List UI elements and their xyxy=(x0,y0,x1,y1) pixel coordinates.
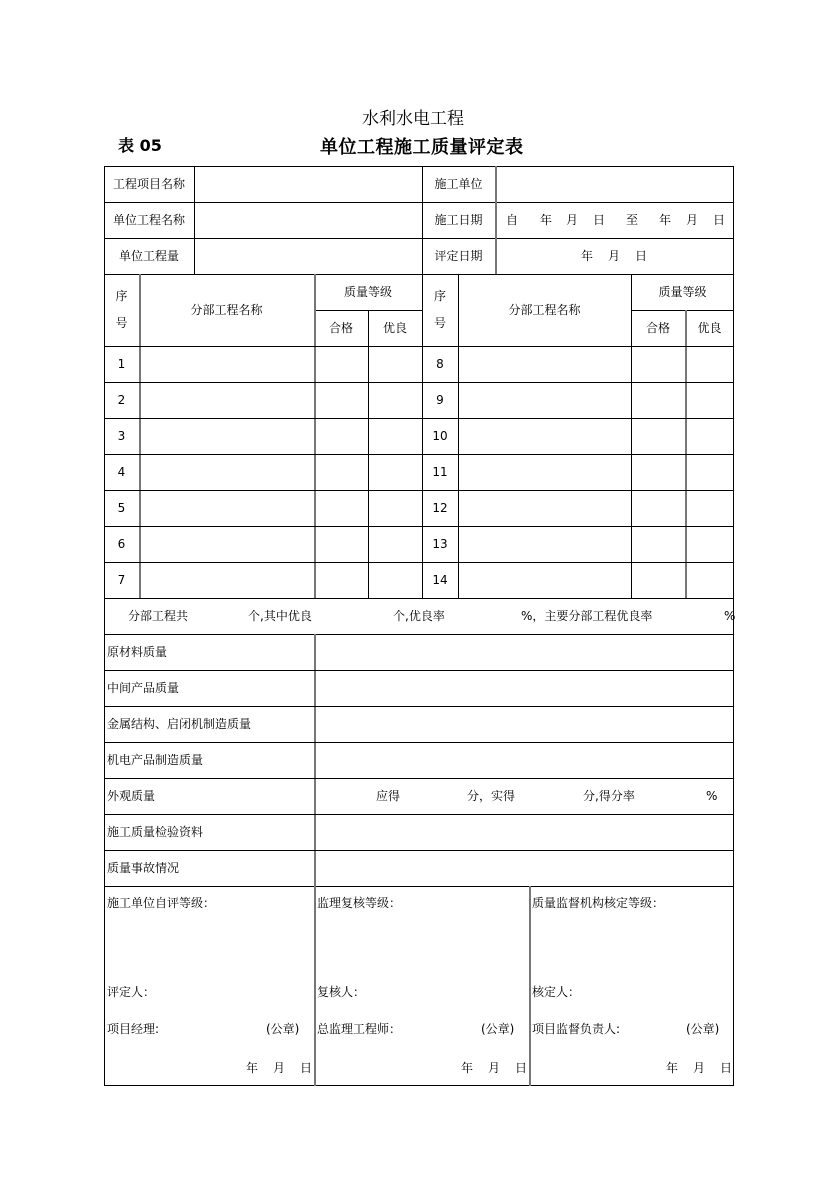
construction-date-part: 月 xyxy=(566,213,579,227)
signoff-person-label: 评定人： xyxy=(107,985,156,999)
construction-date-part: 日 xyxy=(593,213,606,227)
good-cell[interactable] xyxy=(686,419,733,454)
quality-row-value[interactable] xyxy=(316,635,733,670)
pass-header: 合格 xyxy=(328,321,353,335)
quality-grade-header: 质量等级 xyxy=(658,285,707,299)
project-name-field[interactable] xyxy=(195,167,421,202)
seq-header: 号 xyxy=(115,316,128,330)
quality-row-label: 机电产品制造质量 xyxy=(107,753,204,767)
signoff-date-part: 月 xyxy=(488,1061,501,1075)
signoff-date-part: 日 xyxy=(720,1061,733,1075)
col-divider xyxy=(529,886,531,1086)
page-title: 单位工程施工质量评定表 xyxy=(320,137,524,158)
good-cell[interactable] xyxy=(369,527,421,562)
quality-row-value[interactable] xyxy=(316,671,733,706)
row-number: 7 xyxy=(117,573,126,587)
good-cell[interactable] xyxy=(686,455,733,490)
eval-date-part: 日 xyxy=(635,249,648,263)
subproject-name-header: 分部工程名称 xyxy=(508,303,581,317)
subproject-name-cell[interactable] xyxy=(459,563,630,598)
subproject-name-cell[interactable] xyxy=(459,491,630,526)
appearance-text: 分,得分率 xyxy=(583,789,635,803)
summary-text: % xyxy=(724,609,736,623)
signoff-date-part: 月 xyxy=(273,1061,286,1075)
seal-label: (公章) xyxy=(266,1022,300,1036)
pass-cell[interactable] xyxy=(315,563,367,598)
subproject-name-cell[interactable] xyxy=(459,383,630,418)
construction-date-part: 年 xyxy=(659,213,672,227)
unit-quantity-label: 单位工程量 xyxy=(118,249,179,263)
pass-cell[interactable] xyxy=(315,419,367,454)
quality-row-label: 原材料质量 xyxy=(107,645,168,659)
subproject-name-cell[interactable] xyxy=(140,347,313,382)
appearance-text: % xyxy=(706,789,718,803)
eval-date-part: 年 xyxy=(581,249,594,263)
pass-cell[interactable] xyxy=(632,563,684,598)
pass-cell[interactable] xyxy=(315,455,367,490)
seq-header: 号 xyxy=(433,316,446,330)
good-cell[interactable] xyxy=(686,491,733,526)
row-divider xyxy=(104,598,734,599)
quality-row-value[interactable] xyxy=(316,851,733,886)
subproject-name-cell[interactable] xyxy=(459,455,630,490)
row-divider xyxy=(104,778,734,779)
unit-quantity-field[interactable] xyxy=(195,239,421,274)
quality-row-label: 外观质量 xyxy=(107,789,156,803)
pass-header: 合格 xyxy=(645,321,670,335)
unit-name-label: 单位工程名称 xyxy=(112,213,185,227)
good-cell[interactable] xyxy=(369,419,421,454)
good-header: 优良 xyxy=(697,321,722,335)
appearance-text: 应得 xyxy=(376,789,401,803)
pass-cell[interactable] xyxy=(315,491,367,526)
quality-row-label: 质量事故情况 xyxy=(107,861,180,875)
summary-text: 个,其中优良 xyxy=(248,609,312,623)
subproject-name-cell[interactable] xyxy=(140,527,313,562)
pass-cell[interactable] xyxy=(632,455,684,490)
table-number: 表 05 xyxy=(118,136,162,155)
signoff-manager-label: 项目经理: xyxy=(107,1022,160,1036)
good-cell[interactable] xyxy=(369,455,421,490)
pass-cell[interactable] xyxy=(315,527,367,562)
good-cell[interactable] xyxy=(369,347,421,382)
row-number: 5 xyxy=(117,501,126,515)
subproject-name-header: 分部工程名称 xyxy=(190,303,263,317)
good-cell[interactable] xyxy=(369,383,421,418)
contractor-label: 施工单位 xyxy=(434,177,483,191)
good-cell[interactable] xyxy=(686,383,733,418)
row-number: 12 xyxy=(432,501,448,515)
row-divider xyxy=(104,886,734,887)
signoff-date-part: 日 xyxy=(515,1061,528,1075)
pass-cell[interactable] xyxy=(632,383,684,418)
pass-cell[interactable] xyxy=(315,347,367,382)
signoff-date-part: 日 xyxy=(300,1061,313,1075)
row-number: 13 xyxy=(432,537,448,551)
row-number: 11 xyxy=(432,465,448,479)
quality-row-label: 施工质量检验资料 xyxy=(107,825,204,839)
category-text: 水利水电工程 xyxy=(362,109,464,129)
signoff-date-part: 年 xyxy=(461,1061,474,1075)
summary-text: %，主要分部工程优良率 xyxy=(521,609,653,623)
good-cell[interactable] xyxy=(686,347,733,382)
signoff-date-part: 月 xyxy=(693,1061,706,1075)
construction-date-part: 自 xyxy=(506,213,519,227)
good-header: 优良 xyxy=(382,321,407,335)
quality-grade-header: 质量等级 xyxy=(343,285,392,299)
row-number: 14 xyxy=(432,573,448,587)
col-divider xyxy=(314,886,316,1086)
unit-name-field[interactable] xyxy=(195,203,421,238)
subproject-name-cell[interactable] xyxy=(140,383,313,418)
quality-row-value[interactable] xyxy=(316,743,733,778)
eval-date-part: 月 xyxy=(608,249,621,263)
row-number: 10 xyxy=(432,429,448,443)
construction-date-part: 月 xyxy=(686,213,699,227)
construction-date-part: 年 xyxy=(540,213,553,227)
signoff-person-label: 复核人： xyxy=(317,985,366,999)
good-cell[interactable] xyxy=(369,563,421,598)
signoff-manager-label: 总监理工程师： xyxy=(317,1022,402,1036)
subproject-name-cell[interactable] xyxy=(459,527,630,562)
pass-cell[interactable] xyxy=(315,383,367,418)
seal-label: (公章) xyxy=(686,1022,720,1036)
pass-cell[interactable] xyxy=(632,347,684,382)
project-name-label: 工程项目名称 xyxy=(112,177,185,191)
seq-header: 序 xyxy=(115,289,128,303)
row-number: 3 xyxy=(117,429,126,443)
appearance-text: 分，实得 xyxy=(467,789,516,803)
contractor-field[interactable] xyxy=(497,167,733,202)
row-number: 6 xyxy=(117,537,126,551)
signoff-person-label: 核定人： xyxy=(532,985,581,999)
signoff-manager-label: 项目监督负责人: xyxy=(532,1022,621,1036)
subproject-name-cell[interactable] xyxy=(140,491,313,526)
good-cell[interactable] xyxy=(686,563,733,598)
eval-date-label: 评定日期 xyxy=(434,249,483,263)
pass-cell[interactable] xyxy=(632,419,684,454)
signoff-grade-label: 监理复核等级： xyxy=(317,896,402,910)
construction-date-part: 日 xyxy=(713,213,726,227)
subproject-name-cell[interactable] xyxy=(459,347,630,382)
good-cell[interactable] xyxy=(686,527,733,562)
construction-date-part: 至 xyxy=(626,213,639,227)
subproject-name-cell[interactable] xyxy=(140,419,313,454)
signoff-date-part: 年 xyxy=(246,1061,259,1075)
signoff-date-part: 年 xyxy=(666,1061,679,1075)
row-number: 2 xyxy=(117,393,126,407)
row-number: 1 xyxy=(117,357,126,371)
row-number: 9 xyxy=(436,393,444,407)
subproject-name-cell[interactable] xyxy=(459,419,630,454)
quality-row-label: 金属结构、启闭机制造质量 xyxy=(107,717,252,731)
row-number: 8 xyxy=(436,357,444,371)
summary-text: 个,优良率 xyxy=(393,609,445,623)
seq-header: 序 xyxy=(433,289,446,303)
good-cell[interactable] xyxy=(369,491,421,526)
pass-cell[interactable] xyxy=(632,491,684,526)
quality-row-label: 中间产品质量 xyxy=(107,681,180,695)
summary-text: 分部工程共 xyxy=(128,609,189,623)
construction-date-label: 施工日期 xyxy=(434,213,483,227)
row-divider xyxy=(631,310,734,311)
signoff-grade-label: 施工单位自评等级： xyxy=(107,896,216,910)
quality-row-value[interactable] xyxy=(316,707,733,742)
row-divider xyxy=(104,274,734,275)
pass-cell[interactable] xyxy=(632,527,684,562)
quality-row-value[interactable] xyxy=(316,815,733,850)
row-number: 4 xyxy=(117,465,126,479)
subproject-name-cell[interactable] xyxy=(140,563,313,598)
seal-label: (公章) xyxy=(481,1022,515,1036)
signoff-grade-label: 质量监督机构核定等级： xyxy=(532,896,665,910)
subproject-name-cell[interactable] xyxy=(140,455,313,490)
